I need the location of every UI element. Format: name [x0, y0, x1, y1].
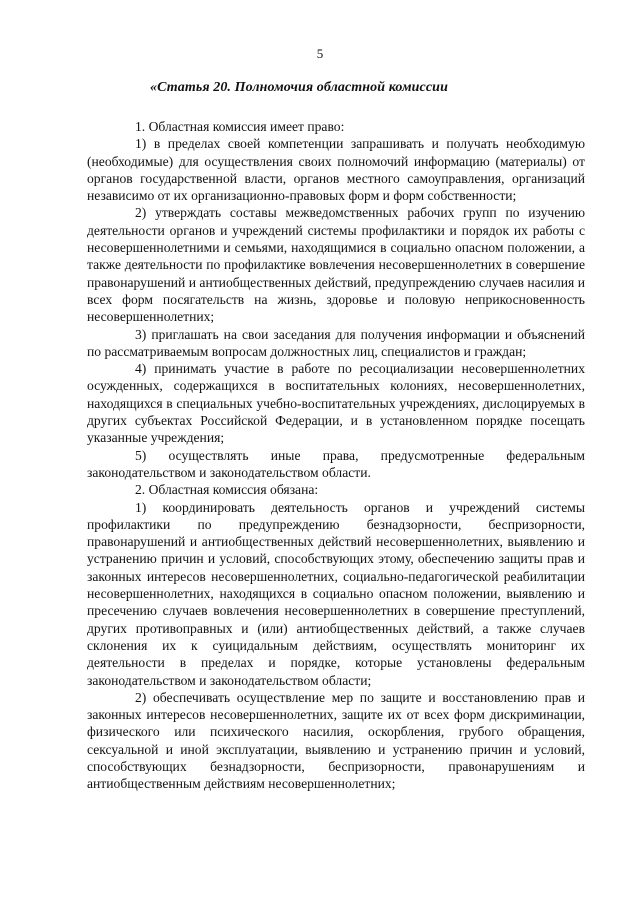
paragraph-right-5: 5) осуществлять иные права, предусмотренные федеральным законодательством и законодательством области. — [87, 447, 585, 480]
paragraph-duty-2: 2) обеспечивать осуществление мер по защите и восстановлению прав и законных интересов несовершеннолетних, защите их от всех форм дискриминации, физического или психического насилия, оскорбления, грубого обращения, сексуальной и иной эксплуатации, выявлению и устранению причин и условий, способствующих безнадзорности, беспризорности, правонарушениям и антиобщественным действиям несовершеннолетних; — [87, 689, 585, 792]
document-body — [87, 118, 585, 793]
paragraph-section-1: 1. Областная комиссия имеет право: — [135, 119, 345, 134]
paragraph-right-1: 1) в пределах своей компетенции запрашивать и получать необходимую (необходимые) для осуществления своих полномочий информацию (материалы) от органов государственной власти, органов местного самоуправления, организаций независимо от их организационно-правовых форм и форм собственности; — [87, 136, 585, 204]
paragraph-section-2: 2. Областная комиссия обязана: — [135, 482, 319, 498]
article-heading: «Статья 20. Полномочия областной комиссии — [150, 80, 448, 95]
paragraph-right-4: 4) принимать участие в работе по ресоциализации несовершеннолетних осужденных, содержащихся в воспитательных колониях, несовершеннолетних, находящихся в специальных учебно-воспитательных учреждениях, дислоцируемых в других субъектах Российской Федерации, и в установленном порядке посещать указанные учреждения; — [87, 361, 585, 446]
paragraph-duty-1: 1) координировать деятельность органов и учреждений системы профилактики по предупреждению безнадзорности, беспризорности, правонарушений и антиобщественных действий несовершеннолетних, выявлению и устранению причин и условий, способствующих этому, обеспечению защиты прав и законных интересов несовершеннолетних, социально-педагогической реабилитации несовершеннолетних, находящихся в социально опасном положении, выявлению и пресечению случаев вовлечения несовершеннолетних в совершение преступлений, других противоправных и (или) антиобщественных действий, а также случаев склонения их к суицидальным действиям, осуществлять мониторинг их деятельности в пределах и порядке, которые установлены федеральным законодательством и законодательством области; — [87, 499, 585, 688]
paragraph-right-2: 2) утверждать составы межведомственных рабочих групп по изучению деятельности органов и учреждений системы профилактики и порядок их работы с несовершеннолетними и семьями, находящимися в социально опасном положении, а также деятельности по профилактике вовлечения несовершеннолетних в совершение правонарушений и антиобщественных действий, предупреждению случаев насилия и всех форм посягательств на жизнь, здоровье и половую неприкосновенность несовершеннолетних; — [87, 205, 585, 325]
paragraph-right-3: 3) приглашать на свои заседания для получения информации и объяснений по рассматриваемым вопросам должностных лиц, специалистов и граждан; — [87, 326, 585, 359]
page-number: 5 — [316, 46, 324, 61]
